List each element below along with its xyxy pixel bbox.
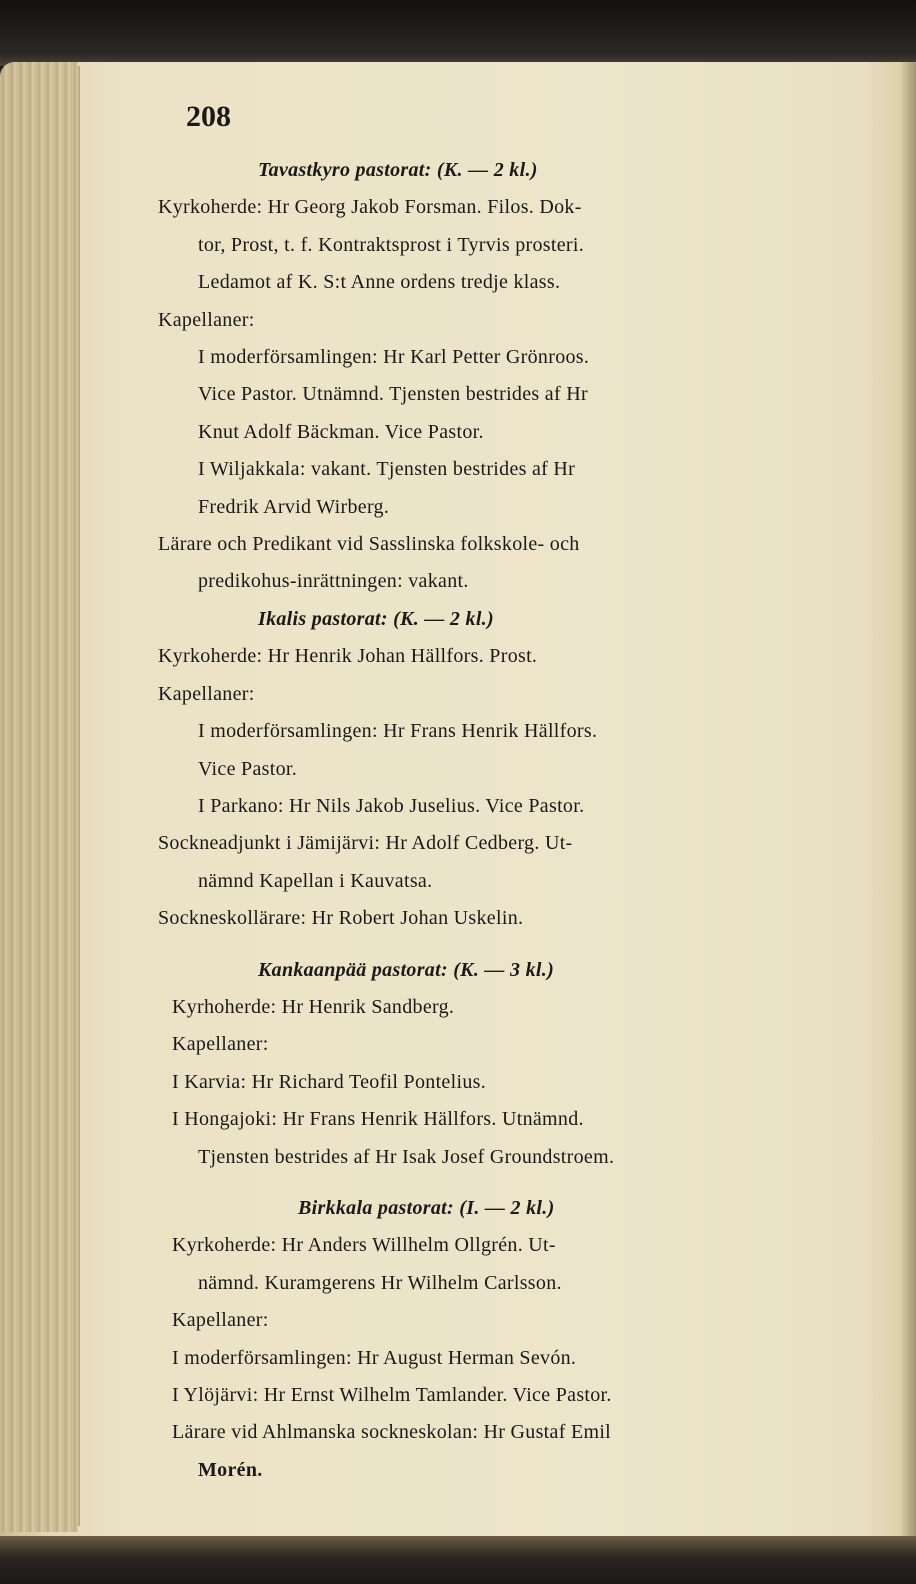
text-line: I Parkano: Hr Nils Jakob Juselius. Vice Pastor. xyxy=(198,794,585,817)
text-line: Kapellaner: xyxy=(158,308,255,331)
section-heading: Ikalis pastorat: (K. — 2 kl.) xyxy=(258,607,494,630)
text-line: Kyrkoherde: Hr Anders Willhelm Ollgrén. Ut- xyxy=(172,1234,556,1257)
text-line: Morén. xyxy=(198,1458,263,1481)
section-heading: Tavastkyro pastorat: (K. — 2 kl.) xyxy=(258,159,538,181)
text-line: nämnd. Kuramgerens Hr Wilhelm Carlsson. xyxy=(198,1271,562,1294)
scan-top-border xyxy=(0,0,916,66)
text-line: nämnd Kapellan i Kauvatsa. xyxy=(198,869,433,892)
page-text xyxy=(158,96,906,1489)
scan-bottom-border xyxy=(0,1536,916,1584)
page-edge-stack xyxy=(0,62,78,1532)
page-edge-line xyxy=(78,66,80,1526)
text-line: Tjensten bestrides af Hr Isak Josef Groundstroem. xyxy=(198,1145,615,1168)
text-line: Sockneadjunkt i Jämijärvi: Hr Adolf Cedberg. Ut- xyxy=(158,832,573,855)
text-line: Kyrhoherde: Hr Henrik Sandberg. xyxy=(172,995,455,1018)
text-line: predikohus-inrättningen: vakant. xyxy=(198,570,469,593)
text-line: Knut Adolf Bäckman. Vice Pastor. xyxy=(198,420,484,443)
text-line: Vice Pastor. xyxy=(198,757,298,780)
text-line: Lärare och Predikant vid Sasslinska folkskole- och xyxy=(158,533,580,556)
text-line: tor, Prost, t. f. Kontraktsprost i Tyrvis prosteri. xyxy=(198,233,585,256)
text-line: Kapellaner: xyxy=(158,682,255,705)
text-line: Kapellaner: xyxy=(172,1309,269,1332)
text-line: I moderförsamlingen: Hr Karl Petter Grönroos. xyxy=(198,346,590,369)
text-line: I Ylöjärvi: Hr Ernst Wilhelm Tamlander. Vice Pastor. xyxy=(172,1384,612,1406)
text-line: I Hongajoki: Hr Frans Henrik Hällfors. Utnämnd. xyxy=(172,1108,584,1131)
text-line: Fredrik Arvid Wirberg. xyxy=(198,495,390,518)
section-heading: Birkkala pastorat: (I. — 2 kl.) xyxy=(298,1196,555,1219)
text-line: Kyrkoherde: Hr Georg Jakob Forsman. Filos. Dok- xyxy=(158,196,582,219)
text-line: Kapellaner: xyxy=(172,1033,269,1056)
text-line: I moderförsamlingen: Hr August Herman Sevón. xyxy=(172,1346,577,1369)
text-line: Kyrkoherde: Hr Henrik Johan Hällfors. Prost. xyxy=(158,645,538,668)
page-number: 208 xyxy=(186,100,231,133)
text-line: I Karvia: Hr Richard Teofil Pontelius. xyxy=(172,1070,487,1093)
text-line: Lärare vid Ahlmanska sockneskolan: Hr Gustaf Emil xyxy=(172,1421,612,1444)
text-line: Ledamot af K. S:t Anne ordens tredje klass. xyxy=(198,271,561,294)
text-line: Sockneskollärare: Hr Robert Johan Uskelin. xyxy=(158,907,524,930)
text-line: Vice Pastor. Utnämnd. Tjensten bestrides af Hr xyxy=(198,383,588,406)
section-heading: Kankaanpää pastorat: (K. — 3 kl.) xyxy=(258,958,555,981)
text-line: I Wiljakkala: vakant. Tjensten bestrides af Hr xyxy=(198,458,576,481)
text-line: I moderförsamlingen: Hr Frans Henrik Hällfors. xyxy=(198,720,598,743)
